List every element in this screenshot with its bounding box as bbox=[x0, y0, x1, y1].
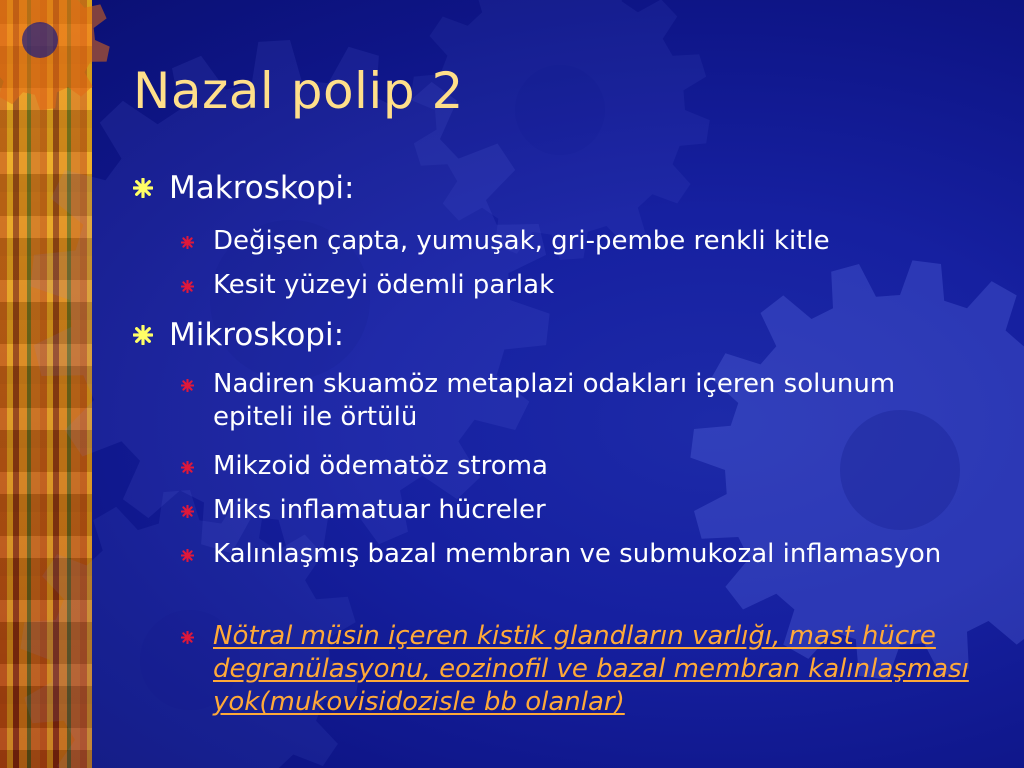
red-burst-bullet-icon bbox=[181, 505, 194, 518]
red-burst-bullet-icon bbox=[181, 631, 194, 644]
slide-title: Nazal polip 2 bbox=[133, 62, 464, 120]
hyperlink-text[interactable]: Nötral müsin içeren kistik glandların varlığı, mast hücre degranülasyonu, eozinofil ve bazal membran kalınlaşması yok(mukovisidozisle bb olanlar) bbox=[213, 621, 969, 717]
red-burst-bullet-icon bbox=[181, 549, 194, 562]
red-burst-bullet-icon bbox=[181, 236, 194, 249]
list-item-text: Miks inflamatuar hücreler bbox=[213, 495, 546, 525]
gear-decoration-icon bbox=[0, 0, 110, 110]
list-item-text: Mikzoid ödematöz stroma bbox=[213, 451, 548, 481]
red-burst-bullet-icon bbox=[181, 379, 194, 392]
list-item-text: Kesit yüzeyi ödemli parlak bbox=[213, 270, 555, 300]
list-item-text: Kalınlaşmış bazal membran ve submukozal inflamasyon bbox=[213, 539, 942, 569]
gear-hub-icon bbox=[515, 65, 605, 155]
list-item-text: Nadiren skuamöz metaplazi odakları içeren solunum epiteli ile örtülü bbox=[213, 369, 896, 432]
section-heading: Makroskopi: bbox=[169, 170, 355, 206]
yellow-burst-bullet-icon bbox=[133, 325, 153, 345]
gear-hub-icon bbox=[22, 22, 58, 58]
red-burst-bullet-icon bbox=[181, 280, 194, 293]
red-burst-bullet-icon bbox=[181, 461, 194, 474]
yellow-burst-bullet-icon bbox=[133, 178, 153, 198]
section-heading: Mikroskopi: bbox=[169, 317, 345, 353]
list-item-text: Değişen çapta, yumuşak, gri-pembe renkli kitle bbox=[213, 226, 830, 256]
